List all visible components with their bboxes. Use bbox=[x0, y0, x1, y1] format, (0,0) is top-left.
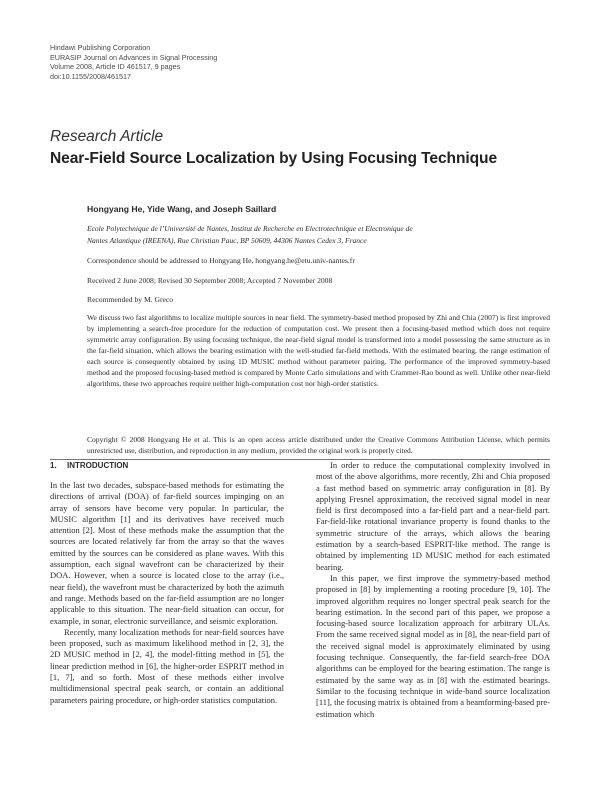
article-type: Research Article bbox=[50, 128, 164, 145]
section-title: INTRODUCTION bbox=[67, 461, 129, 470]
affiliation bbox=[87, 223, 550, 247]
volume-line: Volume 2008, Article ID 461517, 9 pages bbox=[50, 62, 181, 72]
received-dates: Received 2 June 2008; Revised 30 September 2008; Accepted 7 November 2008 bbox=[87, 276, 333, 285]
affiliation-line-1: Ecole Polytechnique de l’Université de Nantes, Institut de Recherche en Electrotechnique et Electronique de bbox=[87, 224, 413, 233]
journal-name-line: EURASIP Journal on Advances in Signal Processing bbox=[50, 52, 218, 62]
section-heading bbox=[50, 460, 284, 471]
body-paragraph: Recently, many localization methods for near-field sources have been proposed, such as maximum likelihood method in [2, 3], the 2D MUSIC method in [2, 4], the model-fitting method in [5], the linear prediction method in [6], the higher-order ESPRIT method in [1, 7], and so forth. Most of these methods either involve multidimensional spectral peak search, or contain an additional parameters pairing procedure, or high-order statistics computation. bbox=[50, 626, 284, 705]
section-number: 1. bbox=[50, 461, 57, 470]
affiliation-line-2: Nantes Atlantique (IREENA), Rue Christian Pauc, BP 50609, 44306 Nantes Cedex 3, France bbox=[87, 236, 367, 245]
abstract: We discuss two fast algorithms to localize multiple sources in near field. The symmetry-based method proposed by Zhi and Chia (2007) is first improved by implementing a search-free procedure for the reduction of computation cost. We present then a focusing-based method which does not require symmetric array configuration. By using focusing technique, the near-field signal model is transformed into a model possessing the same structure as in the far-field situation, which allows the bearing estimation with the well-studied far-field methods. With the estimated bearing, the range estimation of each source is consequently obtained by using 1D MUSIC method without parameter pairing. The performance of the improved symmetry-based method and the proposed focusing-based method is compared by Monte Carlo simulations and with Crammer-Rao bound as well. Unlike other near-field algorithms, these two approaches require neither high-computation cost nor high-order statistics. bbox=[87, 313, 550, 389]
journal-header bbox=[50, 43, 217, 81]
right-column bbox=[316, 460, 550, 720]
doi-line: doi:10.1155/2008/461517 bbox=[50, 71, 132, 81]
recommended-by: Recommended by M. Greco bbox=[87, 295, 174, 304]
body-paragraph: In this paper, we first improve the symmetry-based method proposed in [8] by implementing a rooting procedure [9, 10]. The improved algorithm requires no longer spectral peak search for the bearing estimation. In the second part of this paper, we propose a focusing-based source localization approach for arbitrary ULAs. From the same received signal model as in [8], the near-field part of the received signal model is approximately eliminated by using focusing technique. Consequently, the far-field search-free DOA algorithms can be employed for the bearing estimation. The range is estimated by the same way as in [8] with the estimated bearings. Similar to the focusing technique in wide-band source localization [11], the focusing matrix is obtained from a beamforming-based pre-estimation which bbox=[316, 572, 550, 719]
copyright-notice: Copyright © 2008 Hongyang He et al. This is an open access article distributed under the Creative Commons Attribution License, which permits unrestricted use, distribution, and reproduction in any medium, provided the original work is properly cited. bbox=[87, 435, 550, 456]
publisher-line: Hindawi Publishing Corporation bbox=[50, 43, 151, 52]
body-paragraph: In the last two decades, subspace-based methods for estimating the directions of arrival (DOA) of far-field sources impinging on an array of sensors have become very popular. In particular, the MUSIC algorithm [1] and its derivatives have received much attention [2]. Most of these methods make the assumption that the sources are located relatively far from the array so that the waves emitted by the sources can be considered as plane waves. With this assumption, each signal wavefront can be characterized by their DOA. However, when a source is located close to the array (i.e., near field), the wavefront must be characterized by both the azimuth and range. Methods based on the far-field assumption are no longer applicable to this situation. The near-field situation can occur, for example, in sonar, electronic surveillance, and seismic exploration. bbox=[50, 480, 284, 626]
authors: Hongyang He, Yide Wang, and Joseph Saillard bbox=[87, 204, 277, 214]
left-column bbox=[50, 460, 284, 706]
correspondence: Correspondence should be addressed to Hongyang He, hongyang.he@etu.univ-nantes.fr bbox=[87, 256, 355, 265]
paper-title: Near-Field Source Localization by Using Focusing Technique bbox=[50, 150, 498, 167]
body-paragraph: In order to reduce the computational complexity involved in most of the above algorithms, more recently, Zhi and Chia proposed a fast method based on symmetric array configuration in [8]. By applying Fresnel approximation, the received signal model in near field is first decomposed into a far-field part and a near-field part. Far-field-like rotational invariance property is found thanks to the symmetric structure of the arrays, which allows the bearing estimation by a search-based ESPRIT-like method. The range is obtained by implementing 1D MUSIC method for each estimated bearing. bbox=[316, 460, 550, 572]
